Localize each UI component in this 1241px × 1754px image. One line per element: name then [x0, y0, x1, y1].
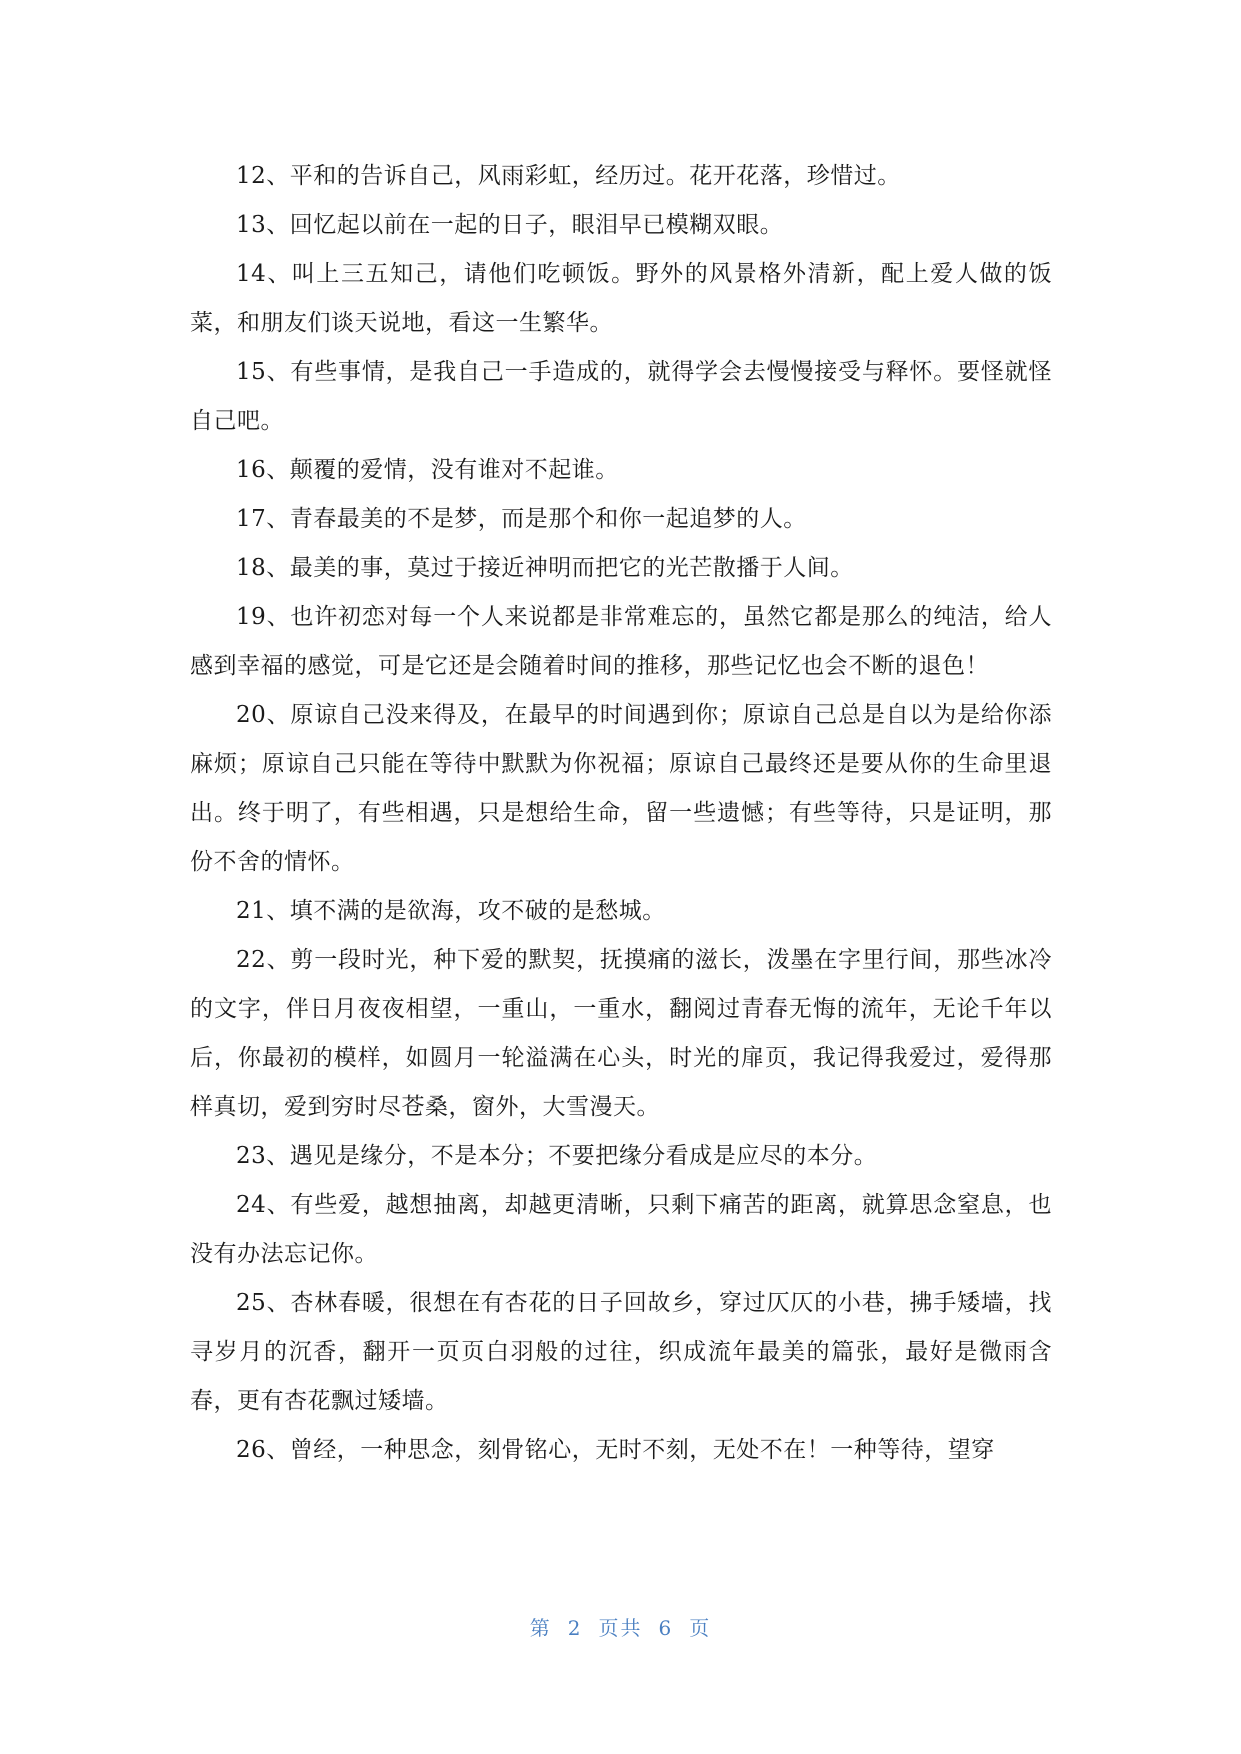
footer-total-pages: 6 — [658, 1616, 674, 1640]
paragraph-26: 26、曾经，一种思念，刻骨铭心，无时不刻，无处不在！一种等待，望穿 — [236, 1437, 995, 1463]
paragraph-19: 19、也许初恋对每一个人来说都是非常难忘的，虽然它都是那么的纯洁，给人感到幸福的感觉，可是它还是会随着时间的推移，那些记忆也会不断的退色！ — [190, 604, 1052, 679]
paragraph-13: 13、回忆起以前在一起的日子，眼泪早已模糊双眼。 — [236, 212, 784, 238]
paragraph-16: 16、颠覆的爱情，没有谁对不起谁。 — [236, 457, 619, 483]
paragraph-25: 25、杏林春暖，很想在有杏花的日子回故乡，穿过仄仄的小巷，拂手矮墙，找寻岁月的沉香，翻开一页页白羽般的过往，织成流年最美的篇张，最好是微雨含春，更有杏花飘过矮墙。 — [190, 1290, 1052, 1414]
document-body — [190, 152, 1052, 1475]
paragraph-21: 21、填不满的是欲海，攻不破的是愁城。 — [236, 898, 666, 924]
paragraph-14: 14、叫上三五知己，请他们吃顿饭。野外的风景格外清新，配上爱人做的饭菜，和朋友们谈天说地，看这一生繁华。 — [190, 261, 1052, 336]
paragraph-12: 12、平和的告诉自己，风雨彩虹，经历过。花开花落，珍惜过。 — [236, 163, 901, 189]
paragraph-22: 22、剪一段时光，种下爱的默契，抚摸痛的滋长，泼墨在字里行间，那些冰冷的文字，伴日月夜夜相望，一重山，一重水，翻阅过青春无悔的流年，无论千年以后，你最初的模样，如圆月一轮溢满在心头，时光的扉页，我记得我爱过，爱得那样真切，爱到穷时尽苍桑，窗外，大雪漫天。 — [190, 947, 1052, 1120]
paragraph-20: 20、原谅自己没来得及，在最早的时间遇到你；原谅自己总是自以为是给你添麻烦；原谅自己只能在等待中默默为你祝福；原谅自己最终还是要从你的生命里退出。终于明了，有些相遇，只是想给生命，留一些遗憾；有些等待，只是证明，那份不舍的情怀。 — [190, 702, 1052, 875]
paragraph-18: 18、最美的事，莫过于接近神明而把它的光芒散播于人间。 — [236, 555, 854, 581]
paragraph-23: 23、遇见是缘分，不是本分；不要把缘分看成是应尽的本分。 — [236, 1143, 878, 1169]
paragraph-15: 15、有些事情，是我自己一手造成的，就得学会去慢慢接受与释怀。要怪就怪自己吧。 — [190, 359, 1052, 434]
page-footer — [0, 1612, 1241, 1641]
footer-middle: 页共 — [598, 1616, 643, 1640]
footer-prefix: 第 — [529, 1616, 552, 1640]
paragraph-17: 17、青春最美的不是梦，而是那个和你一起追梦的人。 — [236, 506, 807, 532]
paragraph-24: 24、有些爱，越想抽离，却越更清晰，只剩下痛苦的距离，就算思念窒息，也没有办法忘记你。 — [190, 1192, 1052, 1267]
footer-current-page: 2 — [567, 1616, 583, 1640]
footer-suffix: 页 — [689, 1616, 712, 1640]
